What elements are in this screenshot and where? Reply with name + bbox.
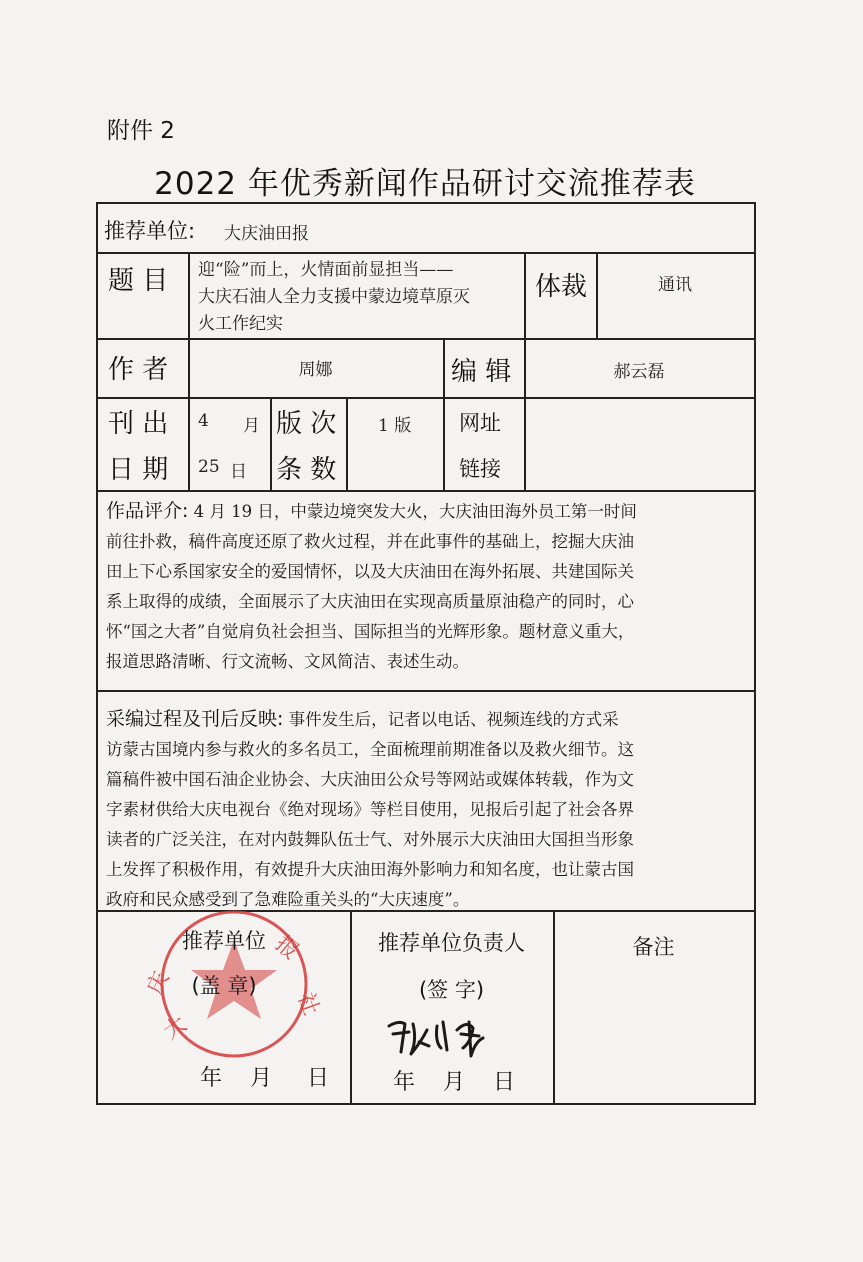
url-label-1: 网址: [459, 411, 501, 435]
process-line: 篇稿件被中国石油企业协会、大庆油田公众号等网站或媒体转载，作为文: [106, 770, 634, 789]
stamp-col-date: 年 月 日: [200, 1066, 329, 1091]
publish-day-value: 25: [198, 457, 220, 477]
leader-col-sub: (签 字): [418, 978, 485, 1002]
page-value: 1 版: [378, 416, 412, 436]
svg-text:社: 社: [292, 989, 324, 1019]
process-line: 事件发生后，记者以电话、视频连线的方式采: [288, 710, 619, 729]
process-line: 访蒙古国境内参与救火的多名员工，全面梳理前期准备以及救火细节。这: [106, 740, 634, 759]
svg-text:大: 大: [159, 1011, 192, 1045]
leader-col-date: 年 月 日: [393, 1070, 515, 1095]
publish-date-label-1: 刊 出: [108, 409, 169, 439]
process-label: 采编过程及刊后反映:: [106, 708, 284, 730]
evaluation-line: 报道思路清晰、行文流畅、文风简洁、表述生动。: [106, 652, 469, 671]
editor-label: 编 辑: [451, 357, 512, 387]
publish-month-value: 4: [198, 411, 209, 431]
publish-month-unit: 月: [243, 416, 260, 436]
process-line: 上发挥了积极作用，有效提升大庆油田海外影响力和知名度，也让蒙古国: [106, 860, 634, 879]
evaluation-line: 4 月 19 日，中蒙边境突发大火，大庆油田海外员工第一时间: [193, 502, 637, 521]
author-value: 周娜: [298, 360, 333, 380]
handwritten-signature: [383, 1012, 503, 1062]
genre-label: 体裁: [535, 272, 588, 302]
publish-day-unit: 日: [230, 462, 247, 482]
topic-value: [198, 257, 470, 338]
document-title: 2022 年优秀新闻作品研讨交流推荐表: [154, 166, 696, 202]
attachment-label: 附件 2: [107, 118, 175, 144]
topic-line: 大庆石油人全力支援中蒙边境草原灭: [198, 287, 470, 307]
url-label-2: 链接: [459, 457, 501, 481]
evaluation-label: 作品评介:: [106, 500, 189, 522]
process-line: 读者的广泛关注，在对内鼓舞队伍士气、对外展示大庆油田大国担当形象: [106, 830, 634, 849]
svg-text:庆: 庆: [142, 968, 175, 999]
svg-text:报: 报: [270, 931, 304, 965]
process-line: 政府和民众感受到了急难险重关头的“大庆速度”。: [106, 890, 470, 909]
unit-value: 大庆油田报: [224, 224, 309, 244]
stamp-col-sub: (盖 章): [191, 974, 257, 998]
recommendation-form: [96, 202, 756, 1105]
topic-label: 题 目: [108, 266, 169, 296]
evaluation-line: 田上下心系国家安全的爱国情怀，以及大庆油田在海外拓展、共建国际关: [106, 562, 634, 581]
evaluation-line: 怀“国之大者”自觉肩负社会担当、国际担当的光辉形象。题材意义重大，: [106, 622, 635, 641]
evaluation-line: 系上取得的成绩，全面展示了大庆油田在实现高质量原油稳产的同时，心: [106, 592, 634, 611]
topic-line: 迎“险”而上，火情面前显担当——: [198, 260, 454, 280]
process-line: 字素材供给大庆电视台《绝对现场》等栏目使用，见报后引起了社会各界: [106, 800, 634, 819]
page-label-1: 版 次: [276, 409, 337, 439]
editor-value: 郝云磊: [613, 362, 665, 382]
publish-date-label-2: 日 期: [108, 455, 169, 485]
process-section: [106, 704, 746, 915]
evaluation-line: 前往扑救，稿件高度还原了救火过程，并在此事件的基础上，挖掘大庆油: [106, 532, 634, 551]
remark-col-title: 备注: [632, 935, 675, 959]
genre-value: 通讯: [658, 275, 692, 295]
topic-line: 火工作纪实: [198, 314, 283, 334]
leader-col-title: 推荐单位负责人: [378, 931, 525, 955]
stamp-col-title: 推荐单位: [182, 929, 266, 953]
unit-label: 推荐单位:: [104, 219, 196, 243]
page-label-2: 条 数: [276, 455, 337, 485]
author-label: 作 者: [108, 355, 169, 385]
evaluation-section: [106, 496, 746, 677]
